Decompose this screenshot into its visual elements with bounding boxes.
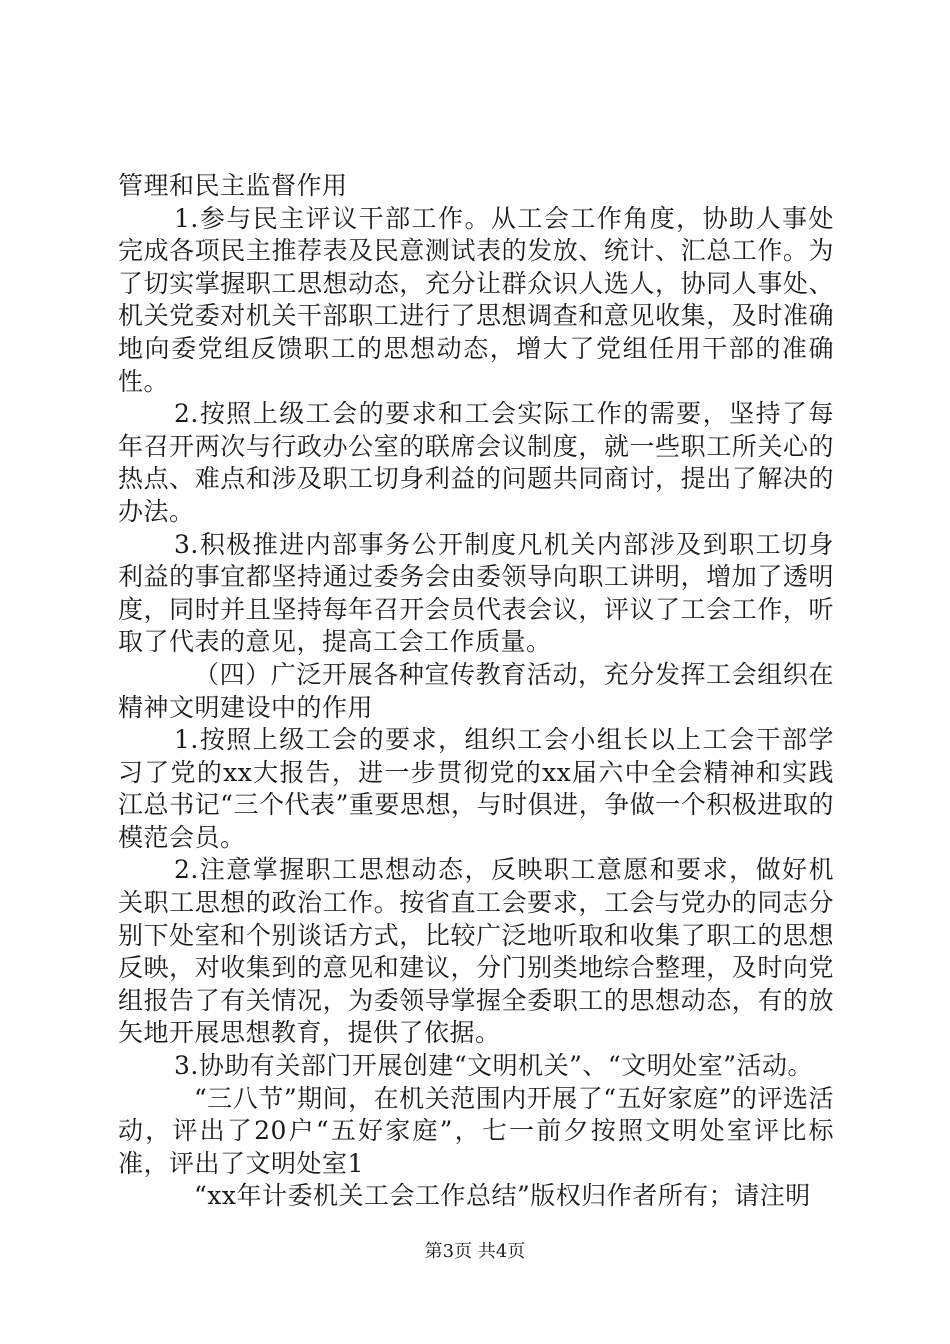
paragraph-section4-item-3: 3.协助有关部门开展创建“文明机关”、“文明处室”活动。	[174, 1051, 813, 1081]
paragraph-item-1: 1.参与民主评议干部工作。从工会工作角度，协助人事处完成各项民主推荐表及民意测试表的发放、统计、汇总工作。为了切实掌握职工思想动态，充分让群众识人选人，协同人事处、机关党委对机关干部职工进行了思想调查和意见收集，及时准确地向委党组反馈职工的思想动态，增大了党组任用干部的准确性。	[118, 203, 834, 396]
document-body	[118, 170, 834, 1213]
paragraph-section4-item-2: 2.注意掌握职工思想动态，反映职工意愿和要求，做好机关职工思想的政治工作。按省直工会要求，工会与党办的同志分别下处室和个别谈话方式，比较广泛地听取和收集了职工的思想反映，对收集到的意见和建议，分门别类地综合整理，及时向党组报告了有关情况，为委领导掌握全委职工的思想动态，有的放矢地开展思想教育，提供了依据。	[118, 855, 834, 1048]
paragraph-section-heading-continued: 管理和民主监督作用	[118, 171, 348, 200]
section-heading-4: （四）广泛开展各种宣传教育活动，充分发挥工会组织在精神文明建设中的作用	[118, 659, 834, 722]
page-number-footer: 第3页 共4页	[424, 1241, 526, 1262]
paragraph-march-eighth: “三八节”期间，在机关范围内开展了“五好家庭”的评选活动，评出了20户“五好家庭”，七一前夕按照文明处室评比标准，评出了文明处室1	[118, 1083, 834, 1178]
paragraph-item-3: 3.积极推进内部事务公开制度凡机关内部涉及到职工切身利益的事宜都坚持通过委务会由委领导向职工讲明，增加了透明度，同时并且坚持每年召开会员代表会议，评议了工会工作，听取了代表的意见，提高工会工作质量。	[118, 529, 834, 657]
paragraph-section4-item-1: 1.按照上级工会的要求，组织工会小组长以上工会干部学习了党的xx大报告，进一步贯彻党的xx届六中全会精神和实践江总书记“三个代表”重要思想，与时俱进，争做一个积极进取的模范会员。	[118, 725, 834, 852]
paragraph-item-2: 2.按照上级工会的要求和工会实际工作的需要，坚持了每年召开两次与行政办公室的联席会议制度，就一些职工所关心的热点、难点和涉及职工切身利益的问题共同商讨，提出了解决的办法。	[118, 399, 834, 526]
paragraph-copyright-notice: “xx年计委机关工会工作总结”版权归作者所有；请注明	[194, 1181, 811, 1211]
